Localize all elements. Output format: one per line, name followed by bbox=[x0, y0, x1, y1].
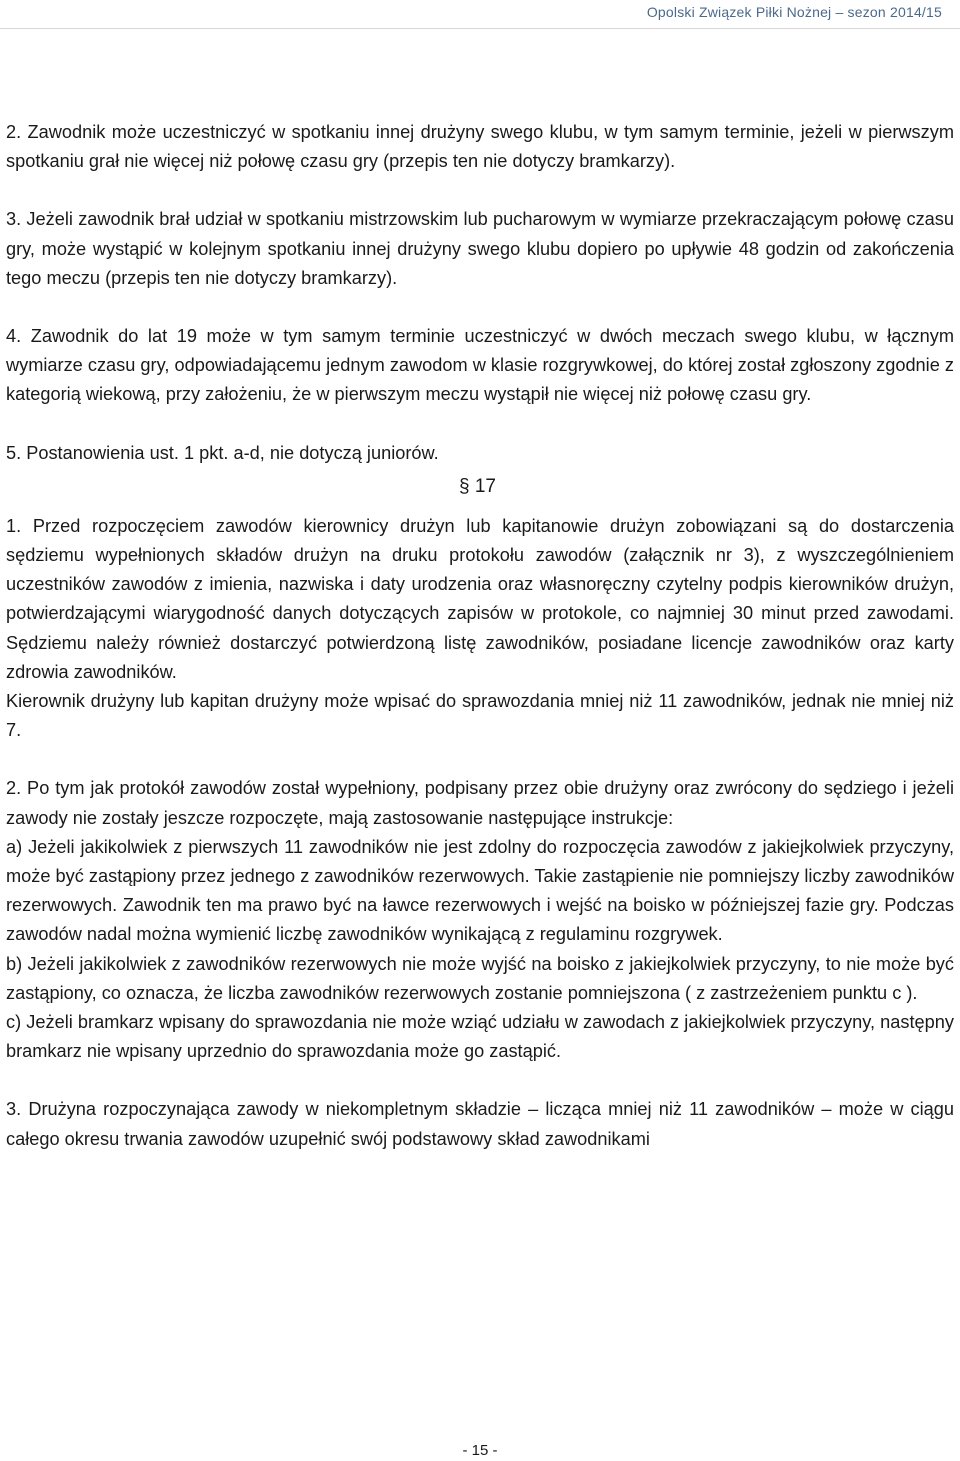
paragraph-b-1-cont: Kierownik drużyny lub kapitan drużyny może wpisać do sprawozdania mniej niż 11 zawodników, jednak nie mniej niż 7. bbox=[6, 691, 954, 741]
paragraph-4: 4. Zawodnik do lat 19 może w tym samym terminie uczestniczyć w dwóch meczach swego klubu, w łącznym wymiarze czasu gry, odpowiadającemu jednym zawodom w klasie rozgrywkowej, do której został zgłoszony zgodnie z kategorią wiekową, przy założeniu, że w pierwszym meczu wystąpił nie więcej niż połowę czasu gry. bbox=[6, 326, 954, 405]
paragraph-5: 5. Postanowienia ust. 1 pkt. a-d, nie dotyczą juniorów. bbox=[6, 442, 439, 463]
paragraph-b-3: 3. Drużyna rozpoczynająca zawody w niekompletnym składzie – licząca mniej niż 11 zawodników – może w ciągu całego okresu trwania zawodów uzupełnić swój podstawowy skład zawodnikami bbox=[6, 1099, 954, 1149]
paragraph-b-2b: b) Jeżeli jakikolwiek z zawodników rezerwowych nie może wyjść na boisko z jakiejkolwiek przyczyny, to nie może być zastąpiony, co oznacza, że liczba zawodników rezerwowych zostanie pomniejszona ( z zastrzeżeniem punktu c ). bbox=[6, 953, 954, 1003]
header-title: Opolski Związek Piłki Nożnej – sezon 2014/15 bbox=[646, 4, 942, 20]
paragraph-3: 3. Jeżeli zawodnik brał udział w spotkaniu mistrzowskim lub pucharowym w wymiarze przekraczającym połowę czasu gry, może wystąpić w kolejnym spotkaniu innej drużyny swego klubu dopiero po upływie 48 godzin od zakończenia tego meczu (przepis ten nie dotyczy bramkarzy). bbox=[6, 209, 954, 288]
paragraph-b-2a: a) Jeżeli jakikolwiek z pierwszych 11 zawodników nie jest zdolny do rozpoczęcia zawodów z jakiejkolwiek przyczyny, może być zastąpiony przez jednego z zawodników rezerwowych. Takie zastąpienie nie pomniejszy liczby zawodników rezerwowych. Zawodnik ten ma prawo być na ławce rezerwowych i wejść na boisko w późniejszej fazie gry. Podczas zawodów nadal można wymienić liczbę zawodników wynikającą z regulaminu rozgrywek. bbox=[6, 836, 954, 945]
page-header bbox=[0, 0, 960, 29]
paragraph-b-2: 2. Po tym jak protokół zawodów został wypełniony, podpisany przez obie drużyny oraz zwrócony do sędziego i jeżeli zawody nie zostały jeszcze rozpoczęte, mają zastosowanie następujące instrukcje: bbox=[6, 778, 954, 828]
paragraph-2: 2. Zawodnik może uczestniczyć w spotkaniu innej drużyny swego klubu, w tym samym terminie, jeżeli w pierwszym spotkaniu grał nie więcej niż połowę czasu gry (przepis ten nie dotyczy bramkarzy). bbox=[6, 122, 954, 172]
paragraph-b-1: 1. Przed rozpoczęciem zawodów kierownicy drużyn lub kapitanowie drużyn zobowiązani są do dostarczenia sędziemu wypełnionych składów drużyn na druku protokołu zawodów (załącznik nr 3), z wyszczególnieniem uczestników zawodów z imienia, nazwiska i daty urodzenia oraz własnoręczny czytelny podpis kierowników drużyn, potwierdzającymi wiarygodność danych dotyczących zapisów w protokole, co najmniej 30 minut przed zawodami. Sędziemu należy również dostarczyć potwierdzoną listę zawodników, posiadane licencje zawodników oraz karty zdrowia zawodników. bbox=[6, 515, 954, 682]
section-heading: § 17 bbox=[459, 475, 496, 497]
page-number: - 15 - bbox=[462, 1442, 498, 1459]
document-body bbox=[6, 118, 954, 1154]
paragraph-b-2c: c) Jeżeli bramkarz wpisany do sprawozdania nie może wziąć udziału w zawodach z jakiejkolwiek przyczyny, następny bramkarz nie wpisany uprzednio do sprawozdania może go zastąpić. bbox=[6, 1012, 954, 1062]
